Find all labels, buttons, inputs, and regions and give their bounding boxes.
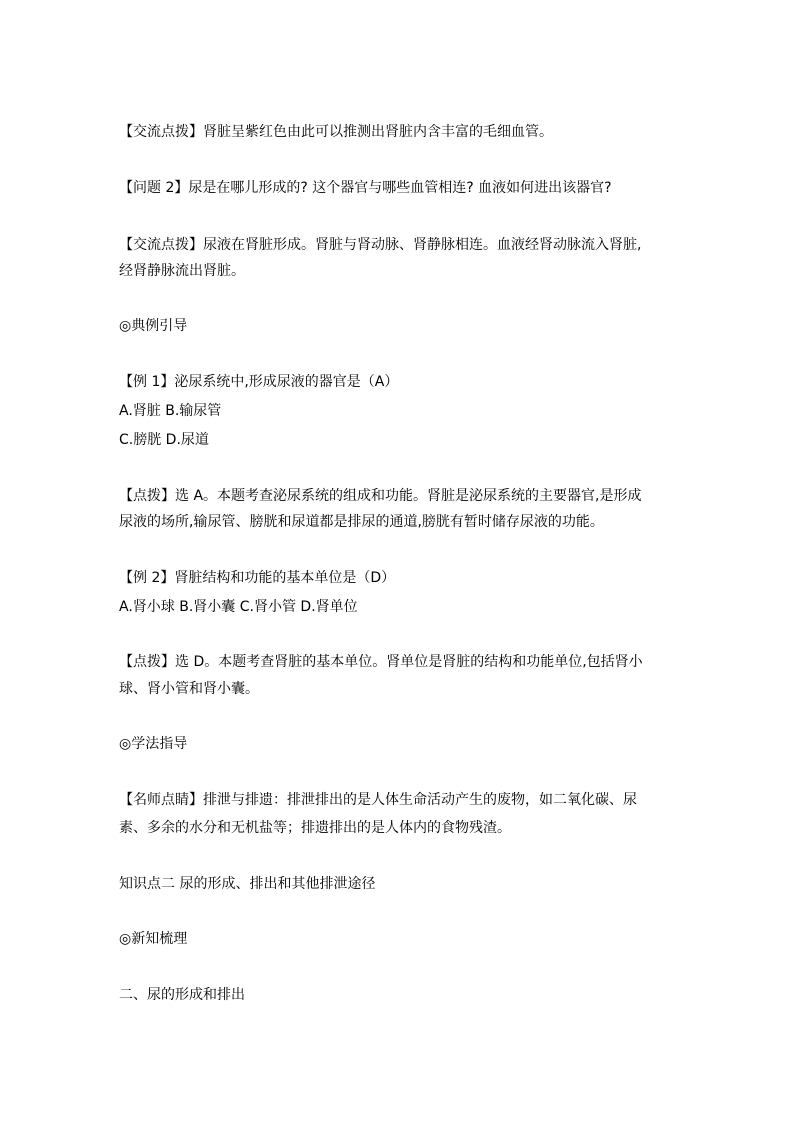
text-line: 经肾静脉流出肾脏。 (119, 263, 245, 279)
text-line: 【点拨】选 A。本题考查泌尿系统的组成和功能。肾脏是泌尿系统的主要器官,是形成 (119, 488, 642, 504)
knowledge-point-heading: 知识点二 尿的形成、排出和其他排泄途径 (119, 876, 376, 892)
text-line: 【例 1】泌尿系统中,形成尿液的器官是（A） (119, 374, 399, 390)
section-heading: ◎典例引导 (119, 318, 188, 334)
answer-option-line: A.肾脏 B.输尿管 (119, 403, 222, 419)
answer-option-line: A.肾小球 B.肾小囊 C.肾小管 D.肾单位 (119, 599, 358, 615)
text-line: 【问题 2】尿是在哪儿形成的? 这个器官与哪些血管相连? 血液如何进出该器官? (119, 180, 612, 196)
section-heading: ◎新知梳理 (119, 931, 188, 947)
text-line: 尿液的场所,输尿管、膀胱和尿道都是排尿的通道,膀胱有暂时储存尿液的功能。 (119, 514, 604, 530)
text-line: 球、肾小管和肾小囊。 (119, 681, 259, 697)
text-line: 【例 2】肾脏结构和功能的基本单位是（D） (119, 570, 396, 586)
text-line: 素、多余的水分和无机盐等；排遗排出的是人体内的食物残渣。 (119, 820, 511, 836)
subsection-heading: 二、尿的形成和排出 (119, 987, 245, 1003)
text-line: 【点拨】选 D。本题考查肾脏的基本单位。肾单位是肾脏的结构和功能单位,包括肾小 (119, 654, 643, 670)
text-line: 【交流点拨】肾脏呈紫红色由此可以推测出肾脏内含丰富的毛细血管。 (119, 124, 553, 140)
text-line: 【名师点睛】排泄与排遗：排泄排出的是人体生命活动产生的废物，如二氧化碳、尿 (119, 792, 637, 808)
answer-option-line: C.膀胱 D.尿道 (119, 432, 209, 448)
text-line: 【交流点拨】尿液在肾脏形成。肾脏与肾动脉、肾静脉相连。血液经肾动脉流入肾脏, (119, 237, 642, 253)
section-heading: ◎学法指导 (119, 736, 188, 752)
